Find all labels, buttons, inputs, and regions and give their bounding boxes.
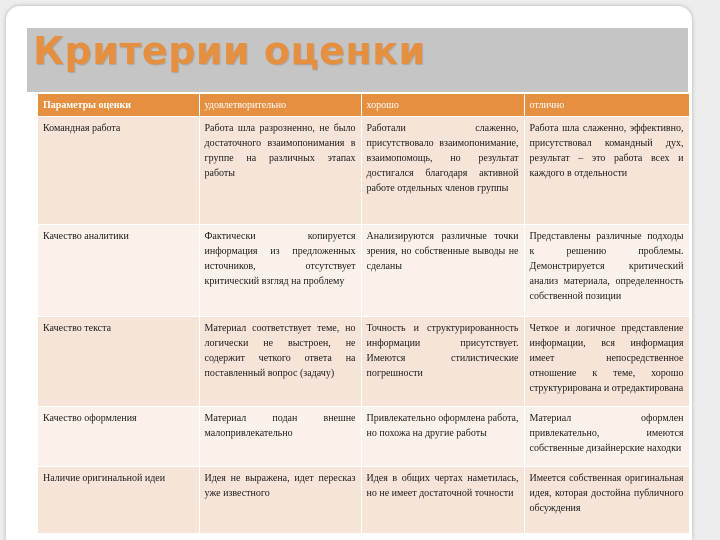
table-cell: Работа шла разрозненно, не было достаточного взаимопонимания в группе на различных этапах работы — [199, 117, 361, 225]
table-row — [38, 467, 689, 533]
table-cell: Командная работа — [38, 117, 199, 225]
header-excellent: отлично — [524, 94, 689, 117]
table-cell: Качество текста — [38, 317, 199, 407]
table-header-row — [38, 94, 689, 117]
header-good: хорошо — [361, 94, 524, 117]
criteria-table — [38, 94, 690, 533]
table-cell: Качество оформления — [38, 407, 199, 467]
table-cell: Фактически копируется информация из предложенных источников, отсутствует критический взгляд на проблему — [199, 225, 361, 317]
table-cell: Наличие оригинальной идеи — [38, 467, 199, 533]
table-cell: Идея не выражена, идет пересказ уже известного — [199, 467, 361, 533]
table-cell: Материал подан внешне малопривлекательно — [199, 407, 361, 467]
table-cell: Анализируются различные точки зрения, но собственные выводы не сделаны — [361, 225, 524, 317]
table-cell: Точность и структурированность информации присутствует. Имеются стилистические погрешности — [361, 317, 524, 407]
table-cell: Работали слаженно, присутствовало взаимопонимание, взаимопомощь, но результат достигался благодаря активной работе отдельных членов группы — [361, 117, 524, 225]
table-cell: Представлены различные подходы к решению проблемы. Демонстрируется критический анализ материала, определенность собственной позиции — [524, 225, 689, 317]
table-cell: Материал оформлен привлекательно, имеются собственные дизайнерские находки — [524, 407, 689, 467]
table-row — [38, 317, 689, 407]
table-row — [38, 407, 689, 467]
header-satisfactory: удовлетворительно — [199, 94, 361, 117]
table-row — [38, 225, 689, 317]
table-cell: Четкое и логичное представление информации, вся информация имеет непосредственное отношение к теме, хорошо структурирована и отредактирована — [524, 317, 689, 407]
table-cell: Идея в общих чертах наметилась, но не имеет достаточной точности — [361, 467, 524, 533]
table-cell: Имеется собственная оригинальная идея, которая достойна публичного обсуждения — [524, 467, 689, 533]
table-cell: Привлекательно оформлена работа, но похожа на другие работы — [361, 407, 524, 467]
table-cell: Качество аналитики — [38, 225, 199, 317]
table-cell: Материал соответствует теме, но логически не выстроен, не содержит четкого ответа на поставленный вопрос (задачу) — [199, 317, 361, 407]
header-params: Параметры оценки — [38, 94, 199, 117]
table-cell: Работа шла слаженно, эффективно, присутствовал командный дух, результат – это работа всех и каждого в отдельности — [524, 117, 689, 225]
table-row — [38, 117, 689, 225]
slide-title: Критерии оценки — [33, 29, 426, 73]
